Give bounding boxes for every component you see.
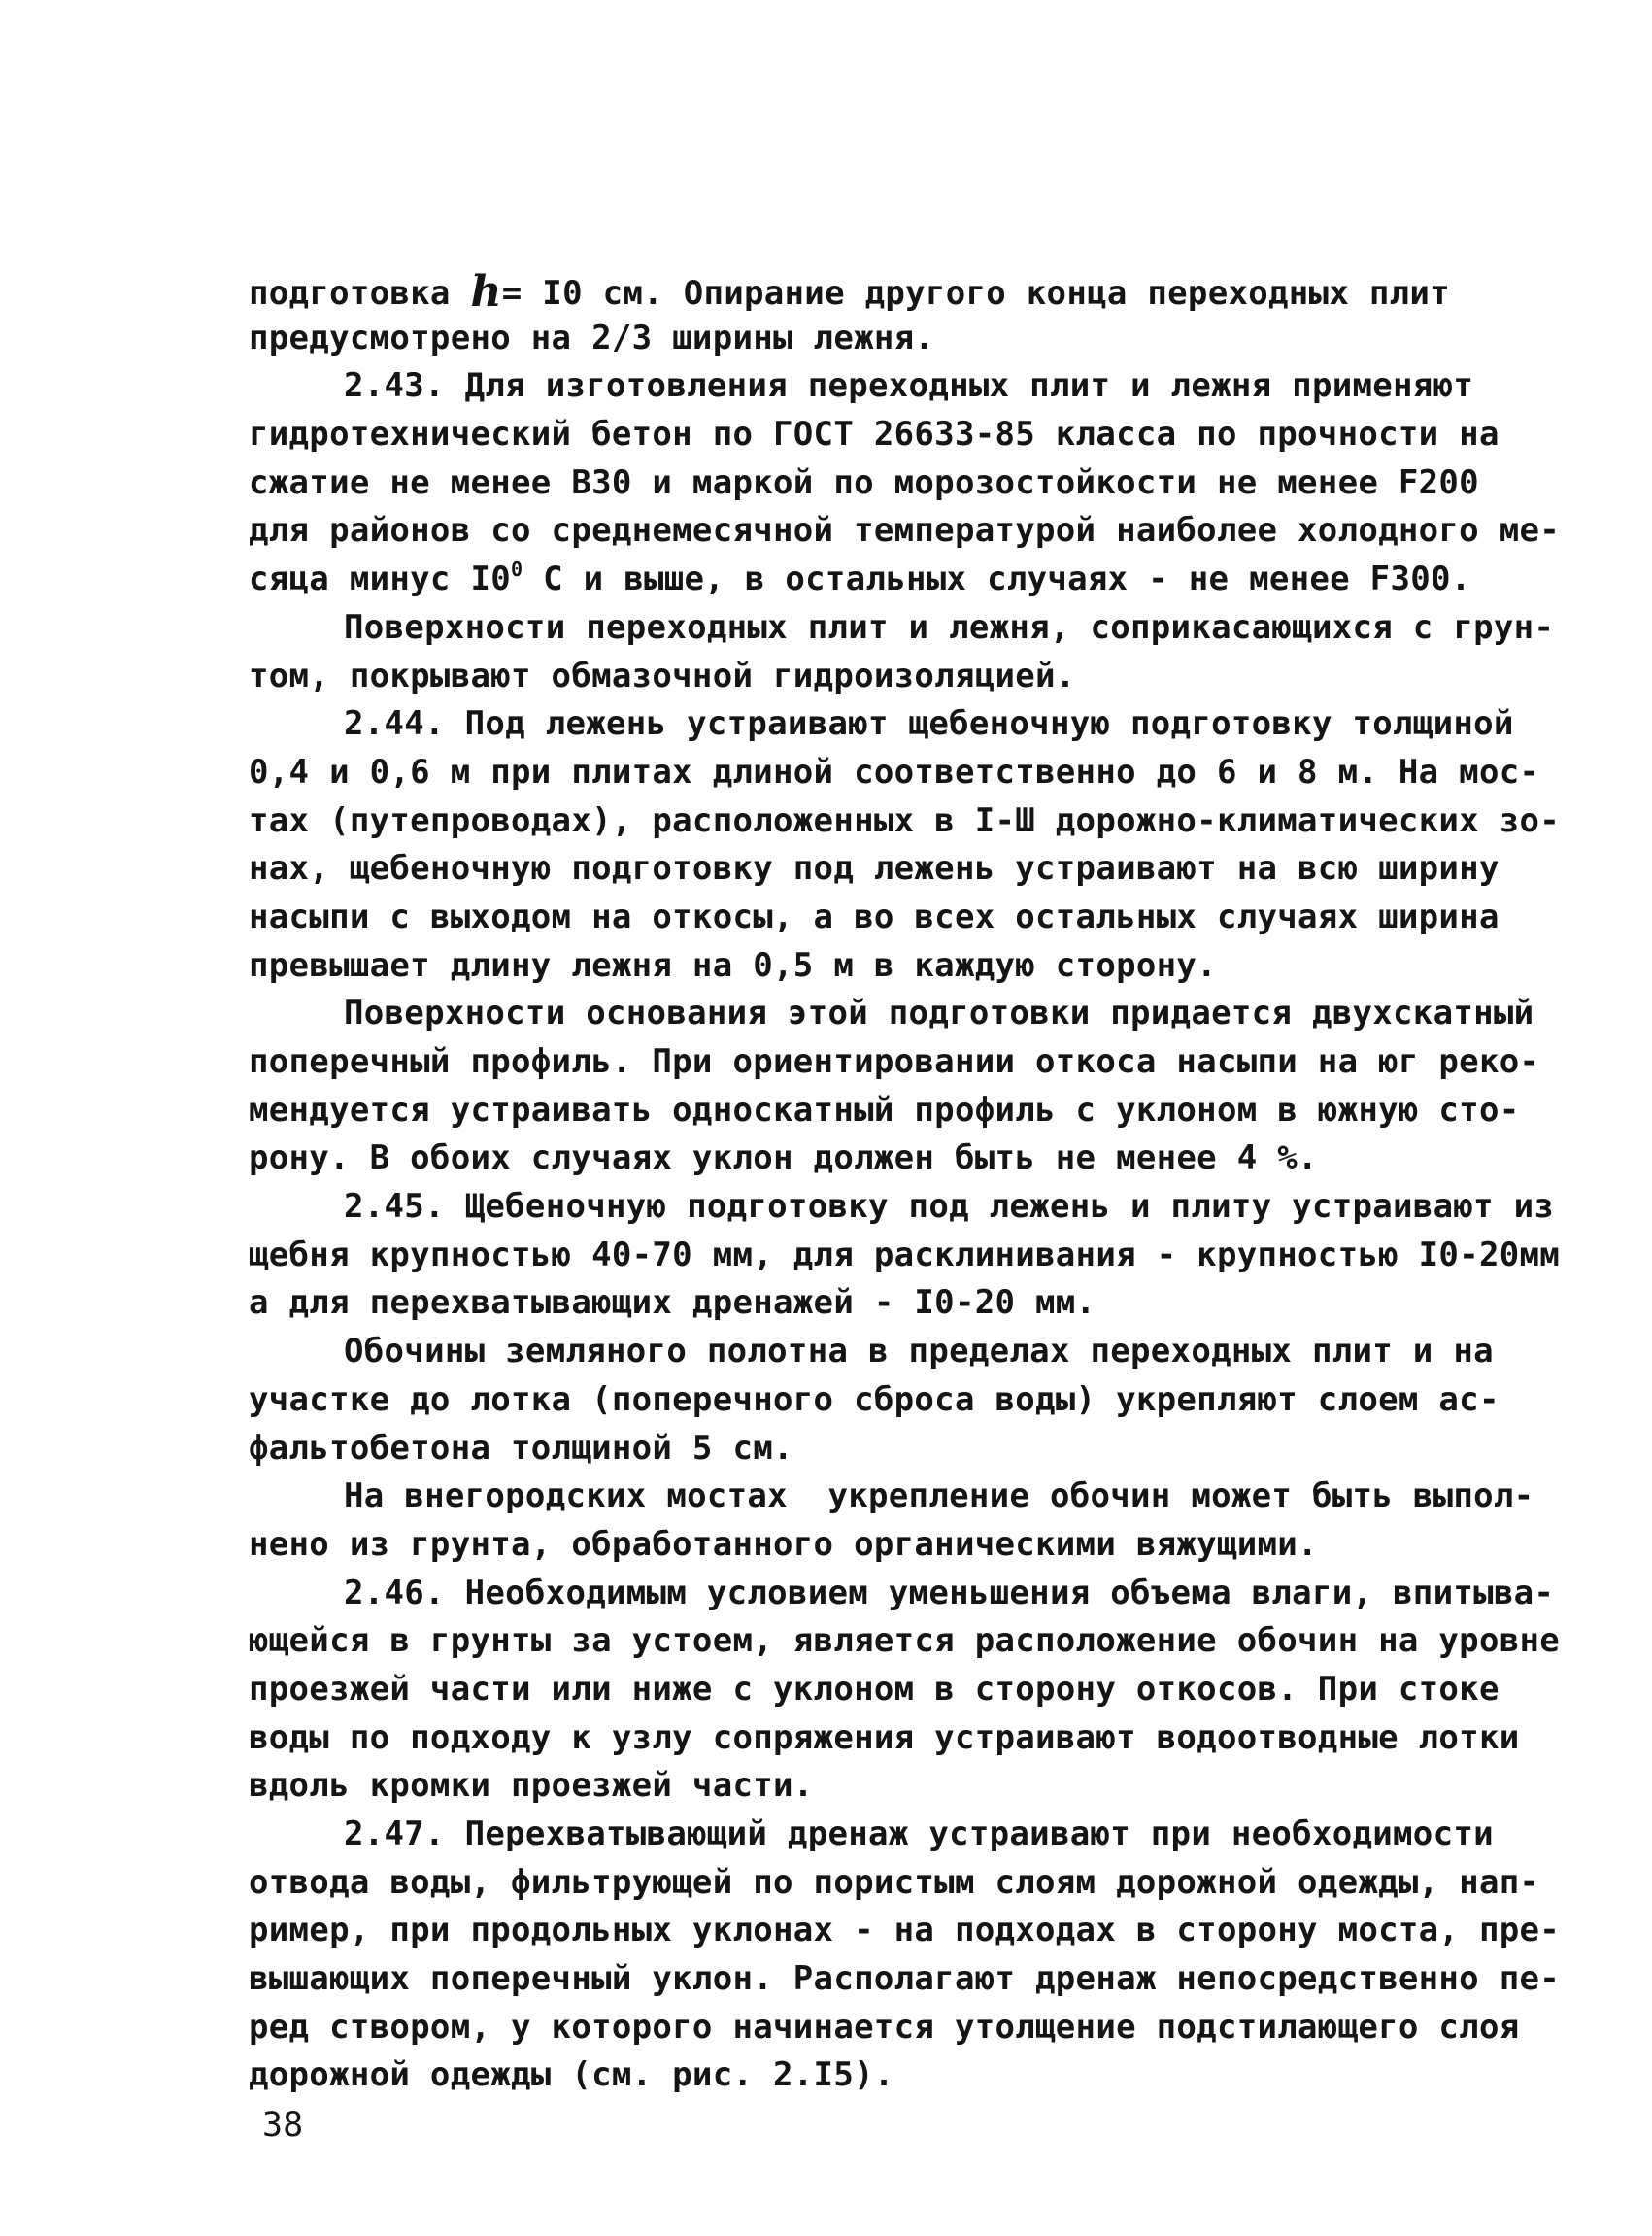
text-line: предусмотрено на 2/3 ширины лежня. [249,318,935,357]
text-line: том, покрывают обмазочной гидроизоляцией. [249,656,1076,695]
text-line: вдоль кромки проезжей части. [249,1766,814,1806]
text-fragment: подготовка [249,274,471,313]
text-line: вышающих поперечный уклон. Располагают дренаж непосредственно пе- [249,1959,1561,1999]
text-line: проезжей части или ниже с уклоном в сторону откосов. При стоке [249,1669,1500,1709]
text-line: рону. В обоих случаях уклон должен быть не менее 4 %. [249,1138,1318,1178]
text-line: тах (путепроводах), расположенных в I-Ш дорожно-климатических зо- [249,800,1561,840]
text-line: Обочины земляного полотна в пределах переходных плит и на [344,1332,1494,1372]
text-line: ющейся в грунты за устоем, является расположение обочин на уровне [249,1621,1561,1661]
text-line: На внегородских мостах укрепление обочин может быть выпол- [344,1476,1534,1516]
body-text [249,266,1561,2100]
text-line: 2.45. Щебеночную подготовку под лежень и плиту устраивают из [344,1187,1555,1227]
text-line: сжатие не менее В30 и маркой по морозостойкости не менее F200 [249,462,1479,502]
text-fragment: = I0 см. Опирание другого конца переходных плит [501,274,1450,313]
text-line: а для перехватывающих дренажей - I0-20 мм. [249,1283,1096,1323]
text-line: для районов со среднемесячной температурой наиболее холодного ме- [249,511,1561,551]
text-line: 0,4 и 0,6 м при плитах длиной соответственно до 6 и 8 м. На мос- [249,752,1540,792]
text-line [249,556,1531,604]
text-line: поперечный профиль. При ориентировании откоса насыпи на юг реко- [249,1042,1540,1081]
text-line: мендуется устраивать односкатный профиль с уклоном в южную сто- [249,1090,1520,1130]
text-line: Поверхности основания этой подготовки придается двухскатный [344,994,1534,1033]
text-line: 2.43. Для изготовления переходных плит и лежня применяют [344,366,1474,406]
text-line: Поверхности переходных плит и лежня, соприкасающихся с грун- [344,607,1555,647]
text-line: нено из грунта, обработанного органическими вяжущими. [249,1524,1318,1564]
text-line: дорожной одежды (см. рис. 2.I5). [249,2055,894,2095]
text-fragment: сяца минус I0 [249,559,512,599]
text-line: 2.44. Под лежень устраивают щебеночную подготовку толщиной [344,704,1514,744]
text-line: насыпи с выходом на откосы, а во всех остальных случаях ширина [249,897,1500,936]
text-line: превышает длину лежня на 0,5 м в каждую сторону. [249,945,1217,985]
text-fragment: С и выше, в остальных случаях - не менее F300. [523,559,1471,599]
text-line: фальтобетона толщиной 5 см. [249,1428,793,1468]
text-line: щебня крупностью 40-70 мм, для расклинивания - крупностью I0-20мм [249,1235,1561,1274]
text-line: воды по подходу к узлу сопряжения устраивают водоотводные лотки [249,1717,1520,1757]
text-line: гидротехнический бетон по ГОСТ 26633-85 класса по прочности на [249,415,1500,455]
handwritten-symbol: h [470,267,502,317]
text-line: ример, при продольных уклонах - на подходах в сторону моста, пре- [249,1911,1561,1950]
text-line: 2.46. Необходимым условием уменьшения объема влаги, впитыва- [344,1573,1555,1612]
page-number: 38 [262,2106,304,2145]
text-line: участке до лотка (поперечного сброса воды) укрепляют слоем ас- [249,1379,1500,1419]
text-line: отвода воды, фильтрующей по пористым слоям дорожной одежды, нап- [249,1862,1540,1902]
text-line: нах, щебеночную подготовку под лежень устраивают на всю ширину [249,849,1500,889]
degree-superscript: 0 [511,558,523,582]
text-line: ред створом, у которого начинается утолщение подстилающего слоя [249,2007,1520,2047]
text-line [249,266,1531,315]
text-line: 2.47. Перехватывающий дренаж устраивают при необходимости [344,1814,1494,1853]
